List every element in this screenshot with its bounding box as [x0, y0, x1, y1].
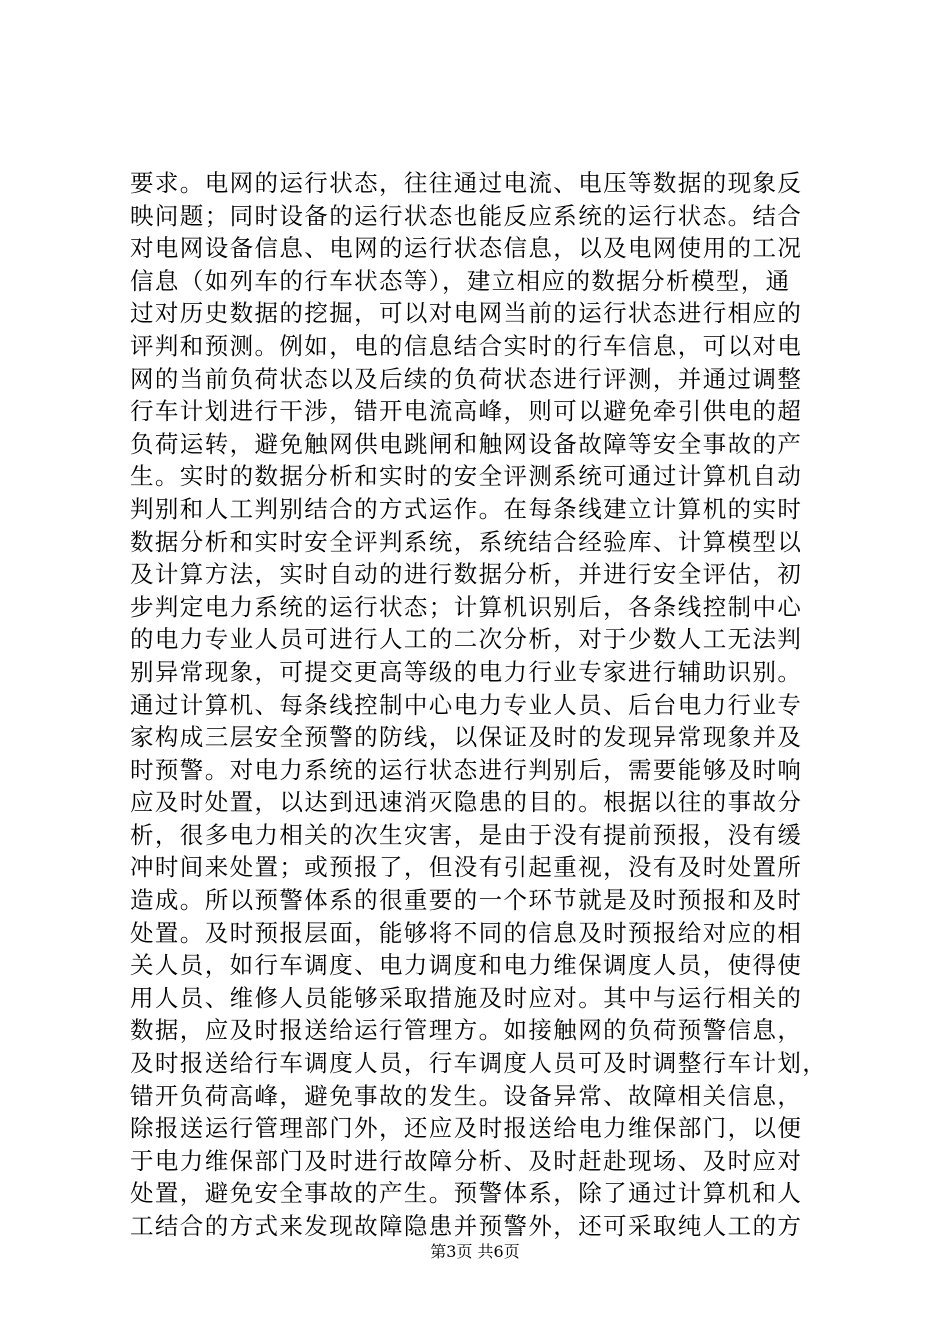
- text-line: 析，很多电力相关的次生灾害，是由于没有提前预报，没有缓: [130, 820, 803, 849]
- text-line: 于电力维保部门及时进行故障分析、及时赶赴现场、及时应对: [130, 1146, 803, 1175]
- text-line: 及时报送给行车调度人员，行车调度人员可及时调整行车计划，: [130, 1049, 828, 1078]
- text-line: 关人员，如行车调度、电力调度和电力维保调度人员，使得使: [130, 951, 803, 980]
- text-line: 要求。电网的运行状态，往往通过电流、电压等数据的现象反: [130, 169, 803, 197]
- text-line: 对电网设备信息、电网的运行状态信息，以及电网使用的工况: [130, 234, 803, 263]
- text-line: 别异常现象，可提交更高等级的电力行业专家进行辅助识别。: [130, 657, 803, 686]
- text-line: 生。实时的数据分析和实时的安全评测系统可通过计算机自动: [130, 462, 803, 491]
- body-paragraph: [130, 167, 842, 1243]
- text-line: 家构成三层安全预警的防线，以保证及时的发现异常现象并及: [130, 723, 803, 752]
- text-line: 处置。及时预报层面，能够将不同的信息及时预报给对应的相: [130, 918, 803, 947]
- text-line: 行车计划进行干涉，错开电流高峰，则可以避免牵引供电的超: [130, 397, 803, 426]
- text-line: 判别和人工判别结合的方式运作。在每条线建立计算机的实时: [130, 494, 803, 523]
- text-line: 数据，应及时报送给运行管理方。如接触网的负荷预警信息，: [130, 1016, 803, 1045]
- page-footer: 第3页 共6页: [430, 1242, 520, 1261]
- text-line: 过对历史数据的挖掘，可以对电网当前的运行状态进行相应的: [130, 299, 803, 328]
- text-line: 及计算方法，实时自动的进行数据分析，并进行安全评估，初: [130, 560, 803, 589]
- text-line: 造成。所以预警体系的很重要的一个环节就是及时预报和及时: [130, 886, 803, 915]
- text-line: 的电力专业人员可进行人工的二次分析，对于少数人工无法判: [130, 625, 803, 654]
- text-line: 步判定电力系统的运行状态；计算机识别后，各条线控制中心: [130, 592, 803, 621]
- text-line: 错开负荷高峰，避免事故的发生。设备异常、故障相关信息，: [130, 1081, 803, 1110]
- text-line: 时预警。对电力系统的运行状态进行判别后，需要能够及时响: [130, 755, 803, 784]
- text-line: 工结合的方式来发现故障隐患并预警外，还可采取纯人工的方: [130, 1212, 803, 1240]
- text-line: 负荷运转，避免触网供电跳闸和触网设备故障等安全事故的产: [130, 429, 803, 458]
- text-line: 映问题；同时设备的运行状态也能反应系统的运行状态。结合: [130, 201, 803, 230]
- text-line: 除报送运行管理部门外，还应及时报送给电力维保部门，以便: [130, 1114, 803, 1143]
- text-line: 用人员、维修人员能够采取措施及时应对。其中与运行相关的: [130, 983, 803, 1012]
- text-line: 数据分析和实时安全评判系统，系统结合经验库、计算模型以: [130, 527, 803, 556]
- text-line: 冲时间来处置；或预报了，但没有引起重视，没有及时处置所: [130, 853, 803, 882]
- text-line: 网的当前负荷状态以及后续的负荷状态进行评测，并通过调整: [130, 364, 803, 393]
- text-line: 处置，避免安全事故的产生。预警体系，除了通过计算机和人: [130, 1179, 803, 1208]
- text-line: 评判和预测。例如，电的信息结合实时的行车信息，可以对电: [130, 331, 803, 360]
- text-line: 通过计算机、每条线控制中心电力专业人员、后台电力行业专: [130, 690, 803, 719]
- text-line: 信息（如列车的行车状态等），建立相应的数据分析模型，通: [130, 266, 791, 295]
- text-line: 应及时处置，以达到迅速消灭隐患的目的。根据以往的事故分: [130, 788, 803, 817]
